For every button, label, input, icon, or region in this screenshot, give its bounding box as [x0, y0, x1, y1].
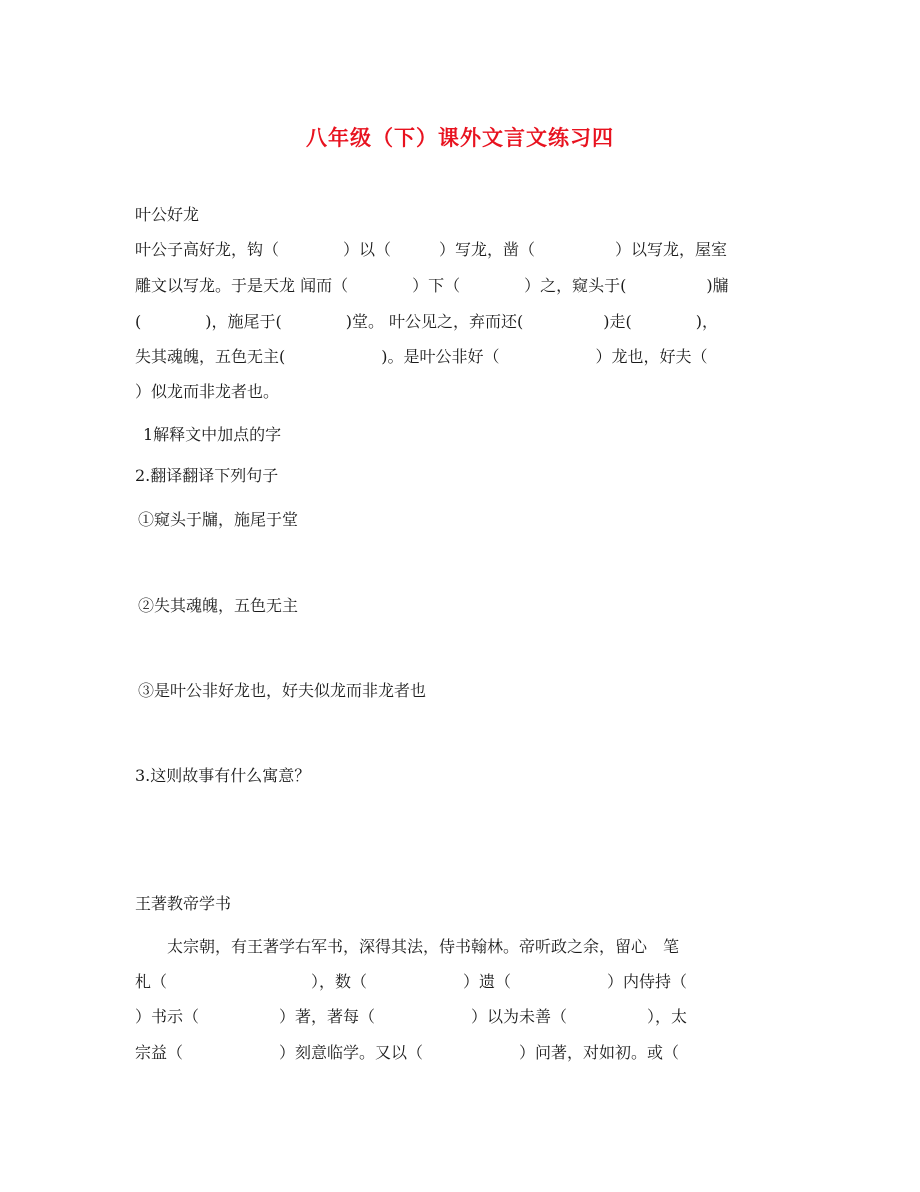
passage2-heading: 王著教帝学书 — [135, 894, 232, 913]
document-title: 八年级（下）课外文言文练习四 — [306, 125, 614, 150]
question-1: 1解释文中加点的字 — [143, 425, 282, 444]
question-2-item-3: ③是叶公非好龙也，好夫似龙而非龙者也 — [138, 681, 427, 700]
passage2-line-1: 太宗朝，有王著学右军书，深得其法，侍书翰林。帝听政之余，留心 笔 — [135, 937, 680, 956]
question-2-item-2: ②失其魂魄，五色无主 — [138, 596, 299, 615]
question-3: 3.这则故事有什么寓意？ — [135, 766, 311, 785]
passage1-line-4: 失其魂魄，五色无主( )。是叶公非好（ ）龙也，好夫（ — [135, 347, 708, 366]
passage1-line-3: ( )，施尾于( )堂。 叶公见之，弃而还( )走( )， — [135, 312, 719, 331]
passage2-line-3: ）书示（ ）著，著每（ ）以为未善（ ），太 — [135, 1007, 688, 1026]
passage1-line-2: 雕文以写龙。于是天龙 闻而（ ）下（ ）之，窥头于( )牖 — [135, 276, 729, 295]
passage1-heading: 叶公好龙 — [135, 205, 200, 224]
passage2-line-4: 宗益（ ）刻意临学。又以（ ）问著，对如初。或（ — [135, 1043, 680, 1062]
question-2: 2.翻译翻译下列句子 — [135, 466, 279, 485]
passage1-line-1: 叶公子高好龙，钩（ ）以（ ）写龙，凿（ ）以写龙，屋室 — [135, 240, 728, 259]
passage2-line-2: 札（ ），数（ ）遗（ ）内侍持（ — [135, 972, 688, 991]
question-2-item-1: ①窥头于牖，施尾于堂 — [138, 510, 299, 529]
passage1-line-5: ）似龙而非龙者也。 — [135, 382, 280, 401]
